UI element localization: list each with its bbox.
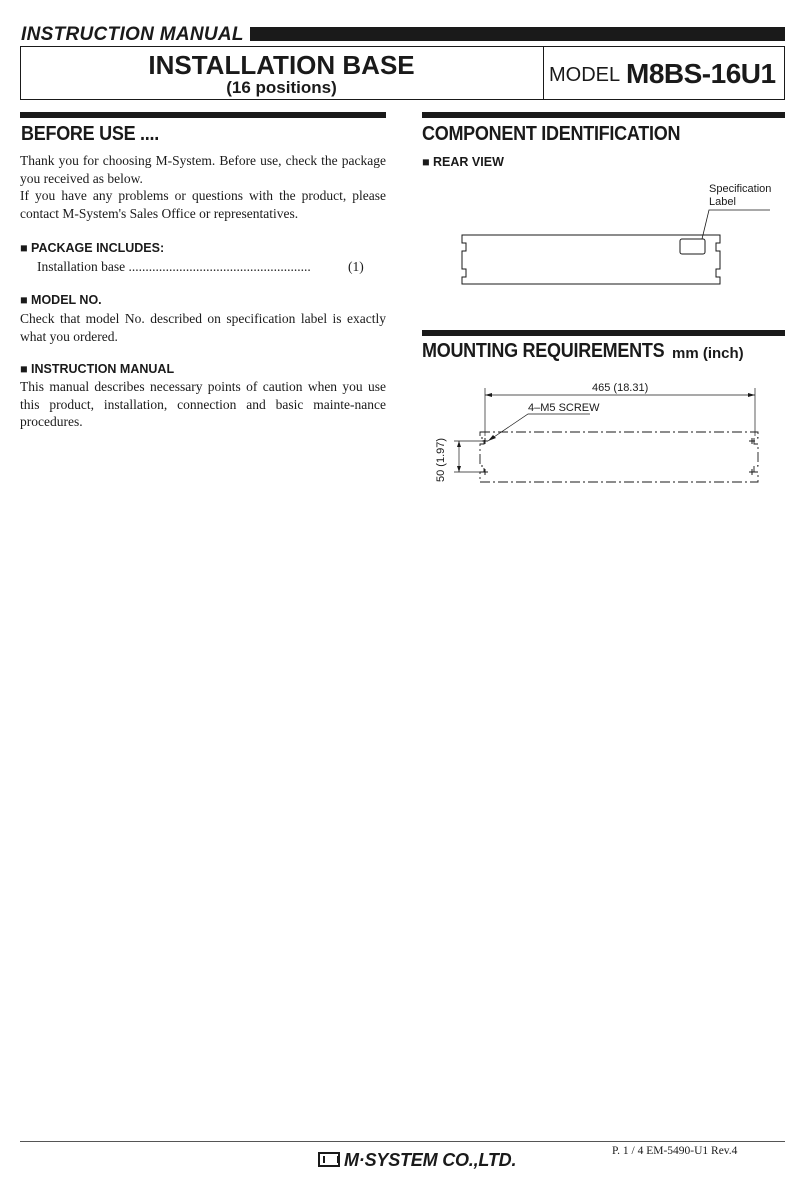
title-divider [543, 46, 544, 100]
height-dimension: 50 (1.97) [435, 437, 447, 482]
product-name: INSTALLATION BASE [148, 50, 415, 80]
mounting-diagram [440, 388, 770, 493]
spec-label-line1: Specification [709, 183, 772, 195]
screw-leader [488, 414, 590, 441]
mounting-heading: MOUNTING REQUIREMENTS [422, 340, 665, 362]
width-dimension: 465 (18.31) [592, 382, 649, 394]
spec-label-rect [680, 239, 705, 254]
base-dashed-outline [480, 432, 758, 482]
rear-view-heading-text: REAR VIEW [433, 155, 504, 169]
rear-view-heading: ■ REAR VIEW [422, 155, 504, 169]
model-value: M8BS-16U1 [626, 58, 776, 89]
base-outline [462, 235, 720, 284]
company-name: M·SYSTEM CO.,LTD. [344, 1150, 517, 1170]
product-subtitle: (16 positions) [226, 78, 337, 97]
model-no-heading-text: MODEL NO. [31, 293, 102, 307]
mounting-unit: mm (inch) [672, 345, 744, 362]
component-bar [422, 112, 785, 118]
page-info: P. 1 / 4 EM-5490-U1 Rev.4 [612, 1145, 738, 1157]
package-item-text: Installation base ...................................................... [37, 259, 311, 274]
model-no-heading: ■ MODEL NO. [20, 293, 102, 307]
component-heading: COMPONENT IDENTIFICATION [422, 123, 681, 145]
mounting-bar [422, 330, 785, 336]
package-heading-text: PACKAGE INCLUDES: [31, 241, 165, 255]
header-bar [250, 27, 785, 41]
intro-paragraph: Thank you for choosing M-System. Before use, check the package you received as below. [20, 153, 386, 186]
before-use-bar [20, 112, 386, 118]
package-heading: ■ PACKAGE INCLUDES: [20, 241, 165, 255]
company-logo [318, 1150, 516, 1171]
manual-text: This manual describes necessary points of caution when you use this product, installation, connection and basic mainte-nance procedures. [20, 379, 386, 429]
before-use-heading: BEFORE USE .... [21, 123, 159, 145]
manual-label: INSTRUCTION MANUAL [21, 24, 244, 45]
spec-label-line2: Label [709, 196, 736, 208]
rear-view-diagram [455, 205, 780, 290]
model-label: MODEL [549, 64, 621, 86]
mounting-heading-row [422, 340, 691, 363]
manual-heading: ■ INSTRUCTION MANUAL [20, 362, 175, 376]
manual-heading-text: INSTRUCTION MANUAL [31, 362, 175, 376]
screw-label: 4–M5 SCREW [528, 402, 600, 414]
package-item-qty: (1) [348, 259, 364, 274]
intro-paragraph: If you have any problems or questions with the product, please contact M-System's Sales Office or representatives. [20, 188, 386, 221]
logo-mark-icon [318, 1152, 340, 1167]
footer-rule [20, 1141, 785, 1142]
model-no-text: Check that model No. described on specification label is exactly what you ordered. [20, 311, 386, 344]
package-item [37, 258, 386, 276]
